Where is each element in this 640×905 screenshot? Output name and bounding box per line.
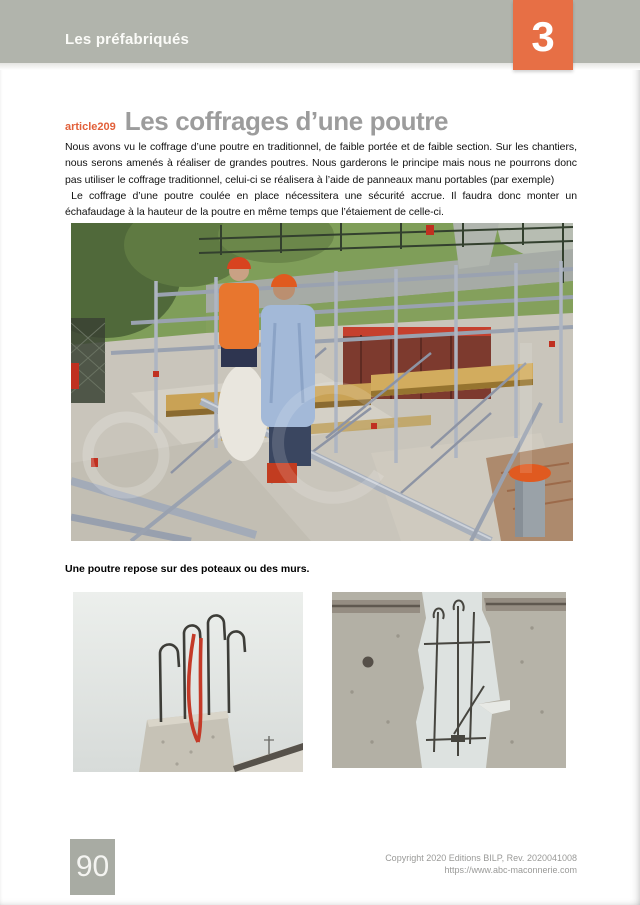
main-photo-construction-site — [71, 223, 573, 541]
footer-copyright — [385, 852, 577, 876]
website-link[interactable]: https://www.abc-maconnerie.com — [444, 865, 577, 875]
paragraph-1: Nous avons vu le coffrage d’une poutre en traditionnel, de faible portée et de faible section. Sur les chantiers, nous serons amenés à réaliser de grandes poutres. Nous garderons le principe mais nous ne pourrons donc pas utiliser le coffrage traditionnel, celui-ci se réalisera à l’aide de panneaux manu portables (par exemple) — [65, 141, 577, 186]
photo-concrete-post-rebar — [73, 592, 303, 772]
article-body — [65, 139, 577, 220]
paragraph-2: Le coffrage d’une poutre coulée en place nécessitera une sécurité accrue. Il faudra donc monter un échafaudage à la hauteur de la poutre en même temps que l’étaiement de celle-ci. — [65, 189, 577, 219]
worker-blue — [261, 274, 315, 483]
wall-photo-illustration — [332, 592, 566, 768]
section-label: Les préfabriqués — [65, 31, 190, 48]
column-orange-cap — [509, 464, 551, 537]
page-number: 90 — [75, 850, 110, 883]
main-photo-illustration — [71, 223, 573, 541]
article-id-label: article209 — [65, 121, 116, 133]
post-photo-illustration — [73, 592, 303, 772]
concrete-post — [139, 711, 235, 772]
article-title: Les coffrages d’une poutre — [124, 106, 449, 136]
photo-caption: Une poutre repose sur des poteaux ou des murs. — [65, 563, 310, 575]
chapter-number: 3 — [531, 13, 555, 60]
copyright-line: Copyright 2020 Editions BILP, Rev. 2020041008 — [385, 853, 577, 863]
mesh-fence-left — [71, 318, 105, 403]
photo-wall-gap-rebar — [332, 592, 566, 768]
page-number-box — [70, 839, 115, 895]
chapter-number-box — [513, 0, 573, 70]
article-title-row — [65, 106, 577, 137]
left-wall-block — [332, 592, 426, 768]
